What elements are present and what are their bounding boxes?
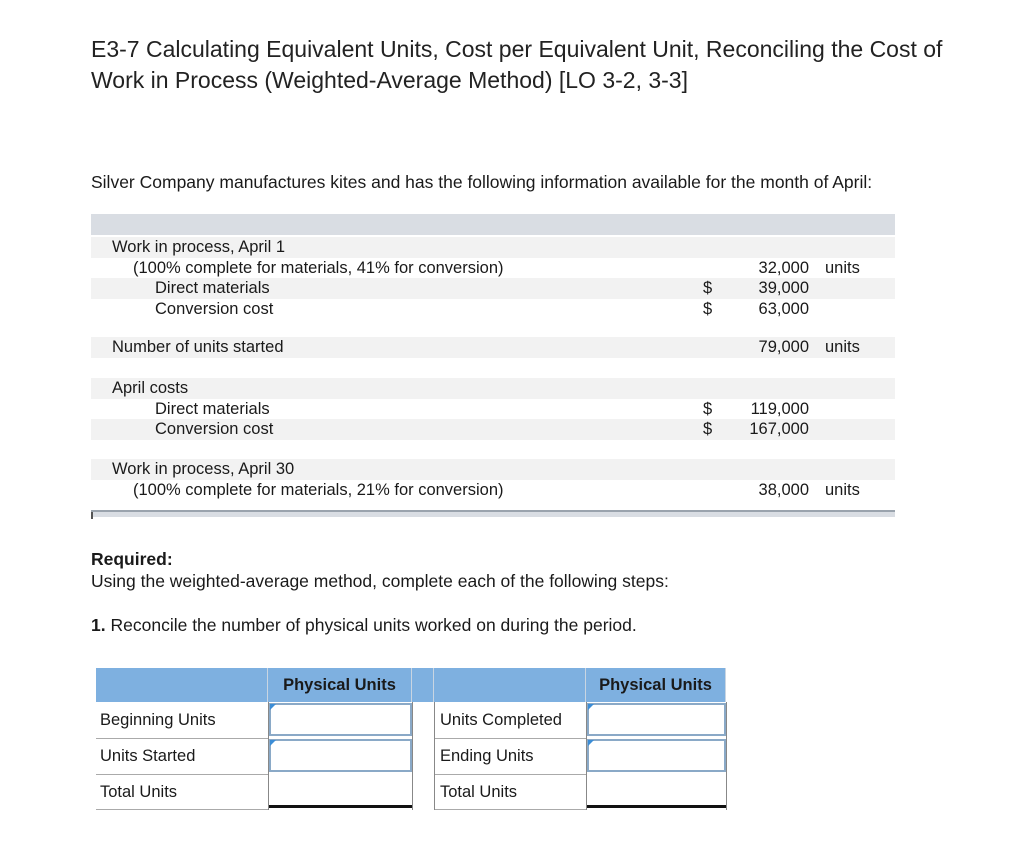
info-row-wip-begin-cc: [91, 299, 895, 320]
label-units-started: Units Started: [100, 747, 196, 765]
label-units-completed: Units Completed: [440, 711, 562, 729]
currency-sign: $: [703, 299, 713, 318]
wip-begin-detail: (100% complete for materials, 41% for conversion): [133, 258, 504, 277]
title-line-1: E3-7 Calculating Equivalent Units, Cost per Equivalent Unit, Reconciling the Cost of: [91, 36, 943, 62]
total-units-right-value: [587, 774, 726, 808]
info-row-wip-begin-dm: [91, 278, 895, 299]
wip-begin-label: Work in process, April 1: [112, 238, 286, 256]
header-blank-left: [96, 668, 268, 702]
april-dm-value: 119,000: [750, 399, 809, 418]
input-beginning-units[interactable]: [269, 703, 412, 736]
intro-text: Silver Company manufactures kites and has the following information available for the month of April:: [91, 172, 873, 192]
label-total-units-left: Total Units: [100, 783, 178, 801]
info-row-units-started: [91, 337, 895, 358]
units-started-units-word: units: [825, 338, 860, 356]
wip-end-units-word: units: [825, 480, 860, 499]
required-text: Using the weighted-average method, complete each of the following steps:: [91, 571, 669, 591]
info-row-april-cc: [91, 419, 895, 440]
exercise-title: [91, 34, 1011, 96]
step-number: 1.: [91, 615, 106, 635]
header-physical-units-right: [586, 668, 726, 702]
units-started-value: 79,000: [758, 338, 809, 356]
april-costs-label: April costs: [112, 379, 189, 397]
row-divider: [96, 774, 268, 775]
total-units-left-value: [269, 774, 412, 808]
header-blank-right: [434, 668, 586, 702]
info-row-wip-end-detail: [91, 480, 895, 501]
step-1: [91, 615, 637, 636]
info-table-footer: [91, 510, 895, 517]
input-ending-units[interactable]: [587, 739, 726, 772]
info-row-april-costs: [91, 378, 895, 399]
footer-tick: [91, 512, 93, 519]
col-divider: [434, 702, 435, 810]
label-ending-units: Ending Units: [440, 747, 534, 765]
info-row-wip-begin: [91, 237, 895, 258]
label-total-units-right: Total Units: [440, 783, 518, 801]
required-heading: Required:: [91, 549, 173, 569]
row-divider: [434, 809, 586, 810]
wip-end-label: Work in process, April 30: [112, 460, 295, 478]
currency-sign: $: [703, 279, 713, 297]
header-physical-units-right-label: Physical Units: [599, 676, 712, 694]
col-divider: [268, 702, 269, 810]
row-divider: [96, 809, 268, 810]
currency-sign: $: [703, 420, 713, 438]
col-divider: [586, 702, 587, 810]
april-cc-label: Conversion cost: [155, 420, 274, 438]
row-divider: [96, 738, 268, 739]
units-started-label: Number of units started: [112, 338, 284, 356]
input-units-completed[interactable]: [587, 703, 726, 736]
info-table-header: [91, 214, 895, 235]
wip-begin-cc-value: 63,000: [758, 299, 809, 318]
label-beginning-units: Beginning Units: [100, 711, 216, 729]
header-gap: [412, 668, 434, 702]
currency-sign: $: [703, 399, 713, 418]
wip-end-units: 38,000: [758, 480, 809, 499]
wip-begin-units-word: units: [825, 258, 860, 277]
input-units-started[interactable]: [269, 739, 412, 772]
wip-begin-dm-value: 39,000: [758, 279, 809, 297]
row-divider: [434, 774, 586, 775]
col-divider: [726, 702, 727, 810]
step-text: Reconcile the number of physical units worked on during the period.: [110, 615, 637, 635]
info-row-wip-begin-detail: [91, 258, 895, 279]
april-cc-value: 167,000: [749, 420, 809, 438]
header-physical-units-left: [268, 668, 412, 702]
wip-begin-cc-label: Conversion cost: [155, 299, 274, 318]
col-divider: [412, 702, 413, 810]
april-dm-label: Direct materials: [155, 399, 270, 418]
wip-begin-dm-label: Direct materials: [155, 279, 270, 297]
info-row-wip-end: [91, 459, 895, 480]
row-divider: [434, 738, 586, 739]
wip-begin-units: 32,000: [758, 258, 809, 277]
header-physical-units-left-label: Physical Units: [283, 676, 396, 694]
title-line-2: Work in Process (Weighted-Average Method) [LO 3-2, 3-3]: [91, 67, 688, 93]
info-row-april-dm: [91, 399, 895, 420]
wip-end-detail: (100% complete for materials, 21% for conversion): [133, 480, 504, 499]
